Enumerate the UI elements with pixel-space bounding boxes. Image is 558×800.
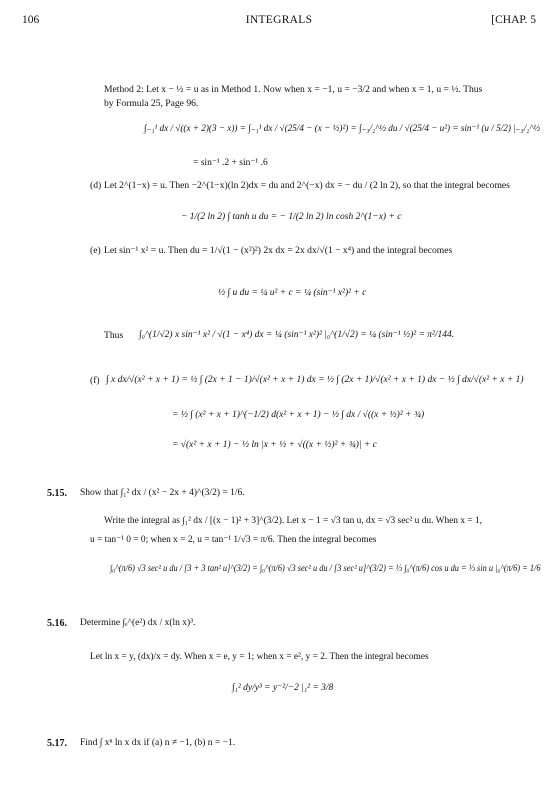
page-number: 106 [22, 14, 40, 26]
problem-5-15-equation: ∫₀^(π/6) √3 sec² u du / [3 + 3 tan² u]^(3/2) = ∫₀^(π/6) √3 sec² u du / [3 sec² u]^(3/2) = ⅓ ∫₀^(π/6) cos u du = ⅓ sin u |₀^(π/6) = 1/6 [110, 563, 541, 573]
problem-5-15-statement: Show that ∫₁² dx / (x² − 2x + 4)^(3/2) = 1/6. [80, 488, 245, 498]
part-e-equation-1: ½ ∫ u du = ¼ u² + c = ¼ (sin⁻¹ x²)² + c [218, 288, 367, 298]
problem-5-16-line1: Let ln x = y, (dx)/x = dy. When x = e, y = 1; when x = e², y = 2. Then the integral becomes [90, 652, 429, 662]
part-e-equation-2: ∫₀^(1/√2) x sin⁻¹ x² / √(1 − x⁴) dx = ¼ (sin⁻¹ x²)² |₀^(1/√2) = ¼ (sin⁻¹ ½)² = π²/144. [139, 330, 455, 340]
part-f-equation-1: ∫ x dx/√(x² + x + 1) = ½ ∫ (2x + 1 − 1)/√(x² + x + 1) dx = ½ ∫ (2x + 1)/√(x² + x + 1) dx − ½ ∫ dx/√(x² + x + 1) [106, 375, 524, 385]
method2-equation-1: ∫₋₁¹ dx / √((x + 2)(3 − x)) = ∫₋₁¹ dx / √(25/4 − (x − ½)²) = ∫₋₃/₂^½ du / √(25/4 − u²) = sin⁻¹ (u / 5/2) |₋₃/₂^½ [144, 124, 541, 134]
problem-5-16-number: 5.16. [47, 618, 67, 629]
part-e-text: Let sin⁻¹ x² = u. Then du = 1/√(1 − (x²)²) 2x dx = 2x dx/√(1 − x⁴) and the integral becomes [104, 245, 453, 256]
part-f-label: (f) [90, 375, 100, 386]
problem-5-16-statement: Determine ∫ₑ^(e²) dx / x(ln x)³. [80, 618, 196, 628]
problem-5-17-number: 5.17. [47, 738, 67, 749]
part-f-equation-2: = ½ ∫ (x² + x + 1)^(−1/2) d(x² + x + 1) − ½ ∫ dx / √((x + ½)² + ¾) [172, 410, 425, 420]
part-e-label: (e) [90, 245, 101, 256]
problem-5-15-line1: Write the integral as ∫₁² dx / [(x − 1)² + 3]^(3/2). Let x − 1 = √3 tan u, dx = √3 sec² u du. When x = 1, [104, 516, 483, 526]
part-d-text: Let 2^(1−x) = u. Then −2^(1−x)(ln 2)dx = du and 2^(−x) dx = − du / (2 ln 2), so that the integral becomes [104, 180, 510, 191]
method2-line2: by Formula 25, Page 96. [104, 98, 199, 109]
part-f-equation-3: = √(x² + x + 1) − ½ ln |x + ½ + √((x + ½)² + ¾)| + c [172, 440, 377, 450]
problem-5-17-statement: Find ∫ xⁿ ln x dx if (a) n ≠ −1, (b) n = −1. [80, 738, 236, 748]
part-d-label: (d) [90, 180, 102, 191]
method2-line1: Method 2: Let x − ½ = u as in Method 1. Now when x = −1, u = −3/2 and when x = 1, u = ½. Thus [104, 84, 483, 95]
method2-equation-2: = sin⁻¹ .2 + sin⁻¹ .6 [193, 158, 268, 168]
part-e-thus: Thus [104, 330, 124, 341]
problem-5-15-number: 5.15. [47, 488, 67, 499]
problem-5-16-equation: ∫₁² dy/y³ = y⁻²/−2 |₁² = 3/8 [232, 683, 334, 693]
page-header [22, 13, 536, 29]
chapter-label: [CHAP. 5 [491, 14, 536, 26]
part-d-equation: − 1/(2 ln 2) ∫ tanh u du = − 1/(2 ln 2) ln cosh 2^(1−x) + c [181, 212, 402, 222]
problem-5-15-line2: u = tan⁻¹ 0 = 0; when x = 2, u = tan⁻¹ 1/√3 = π/6. Then the integral becomes [90, 535, 377, 545]
running-title: INTEGRALS [245, 14, 313, 26]
